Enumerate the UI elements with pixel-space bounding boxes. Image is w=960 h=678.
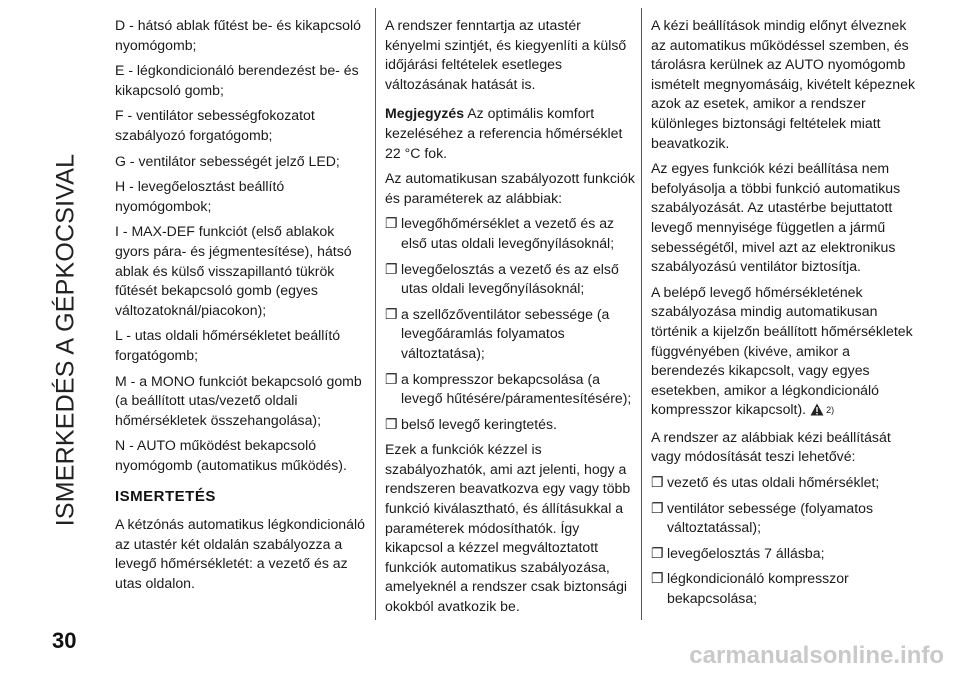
checkbox-bullet-icon: ❐ [385,305,398,322]
list-item-n: N - AUTO működést bekapcsoló nyomógomb (automatikus működés). [115,437,347,473]
checkbox-bullet-icon: ❐ [385,260,398,277]
column-2 [385,16,635,623]
page-number: 30 [52,628,77,653]
warning-triangle-icon [810,402,824,422]
intro-paragraph: A rendszer fenntartja az utastér kényelmi szintjét, és kiegyenlíti a külső időjárási feltételek esetleges változásának hatását is. [385,17,627,92]
closing-paragraph: Ezek a funkciók kézzel is szabályozhatók, ami azt jelenti, hogy a rendszeren beavatkozva egy vagy több funkció kiválasztható, és állításukkal a paraméterek módosíthatók. Így kikapcsol a kézzel megváltoztatott funkciók automatikus szabályozása, amelyeknél a rendszer csak biztonsági okokból avatkozik be. [385,441,631,615]
column-divider-2 [641,8,642,620]
checkbox-bullet-icon: ❐ [651,544,664,561]
list-item-h: H - levegőelosztást beállító nyomógombok; [115,178,285,214]
list-item-m: M - a MONO funkciót bekapcsoló gomb (a beállított utas/vezető oldali hőmérsékletek összehangolása); [115,372,362,428]
note-paragraph [385,104,635,163]
paragraph-temperature-control: A belépő levegő hőmérsékletének szabályozása mindig automatikusan történik a kijelzőn beállított hőmérsékletek függvényében (kivéve, amikor a berendezés kikapcsolt, vagy egyes esetekben, amikor a légkondicionáló kompresszor kikapcsolt). 2) [651,283,916,422]
bullet-item: ❐ levegőhőmérséklet a vezető és az első utas oldali levegőnyílásoknál; [385,215,615,251]
bullet-item: ❐ belső levegő keringtetés. [385,415,635,435]
list-item-i: I - MAX-DEF funkciót (első ablakok gyors pára- és jégmentesítése), hátsó ablak és külső visszapillantó tükrök fűtését bekapcsoló gomb (egyes változatoknál/piacokon); [115,223,352,318]
checkbox-bullet-icon: ❐ [651,570,664,587]
note-label: Megjegyzés [385,105,465,122]
section-side-title: ISMERKEDÉS A GÉPKOCSIVAL [51,153,80,527]
list-item-l: L - utas oldali hőmérsékletet beállító forgatógomb; [115,327,341,363]
column-1 [115,16,365,599]
bullet-item: ❐ levegőelosztás 7 állásba; [651,544,916,564]
watermark: carmanualsonline.info [689,642,944,669]
note-text: Az optimális komfort kezeléséhez a referencia hőmérséklet 22 °C fok. [385,105,623,161]
section-heading: ISMERTETÉS [115,488,216,506]
paragraph-manual-settings: A rendszer az alábbiak kézi beállítását vagy módosítását teszi lehetővé: [651,428,891,465]
column-divider-1 [375,8,376,620]
checkbox-bullet-icon: ❐ [651,499,664,516]
bullet-item: ❐ ventilátor sebessége (folyamatos változtatással); [651,499,874,536]
checkbox-bullet-icon: ❐ [651,474,664,491]
checkbox-bullet-icon: ❐ [385,415,398,432]
list-item-e: E - légkondicionáló berendezést be- és kikapcsoló gomb; [115,62,359,98]
bullet-item: ❐ légkondicionáló kompresszor bekapcsolása; [651,570,849,607]
paragraph-manual-priority: A kézi beállítások mindig előnyt élveznek az automatikus működéssel szemben, és tárolásra kerülnek az AUTO nyomógomb ismételt megnyomásáig, kivételt képeznek azok az esetek, amikor a rendszer különleges biztonsági feltételek miatt beavatkozik. [651,17,915,151]
list-item-g: G - ventilátor sebességét jelző LED; [115,152,340,169]
checkbox-bullet-icon: ❐ [385,215,398,232]
auto-intro-paragraph: Az automatikusan szabályozott funkciók és paraméterek az alábbiak: [385,170,635,206]
column-3 [651,16,916,615]
description-paragraph: A kétzónás automatikus légkondicionáló az utastér két oldalán szabályozza a levegő hőmérsékletét: a vezető és az utas oldalon. [115,516,365,591]
checkbox-bullet-icon: ❐ [385,370,398,387]
bullet-item: ❐ vezető és utas oldali hőmérséklet; [651,473,916,493]
paragraph-independent-functions: Az egyes funkciók kézi beállítása nem befolyásolja a többi funkció automatikus szabályozását. Az utastérbe bejuttatott levegő mennyisége független a jármű sebességétől, mivel azt az elektronikus szabályozású ventilátor biztosítja. [651,160,901,275]
footnote-reference: 2) [826,405,835,416]
bullet-item: ❐ levegőelosztás a vezető és az első utas oldali levegőnyílásoknál; [385,260,619,297]
bullet-item: ❐ a kompresszor bekapcsolása (a levegő hűtésére/páramentesítésére); [385,370,632,407]
list-item-d: D - hátsó ablak fűtést be- és kikapcsoló nyomógomb; [115,17,361,53]
bullet-item: ❐ a szellőzőventilátor sebessége (a levegőáramlás folyamatos változtatása); [385,305,610,361]
list-item-f: F - ventilátor sebességfokozatot szabályozó forgatógomb; [115,107,315,143]
